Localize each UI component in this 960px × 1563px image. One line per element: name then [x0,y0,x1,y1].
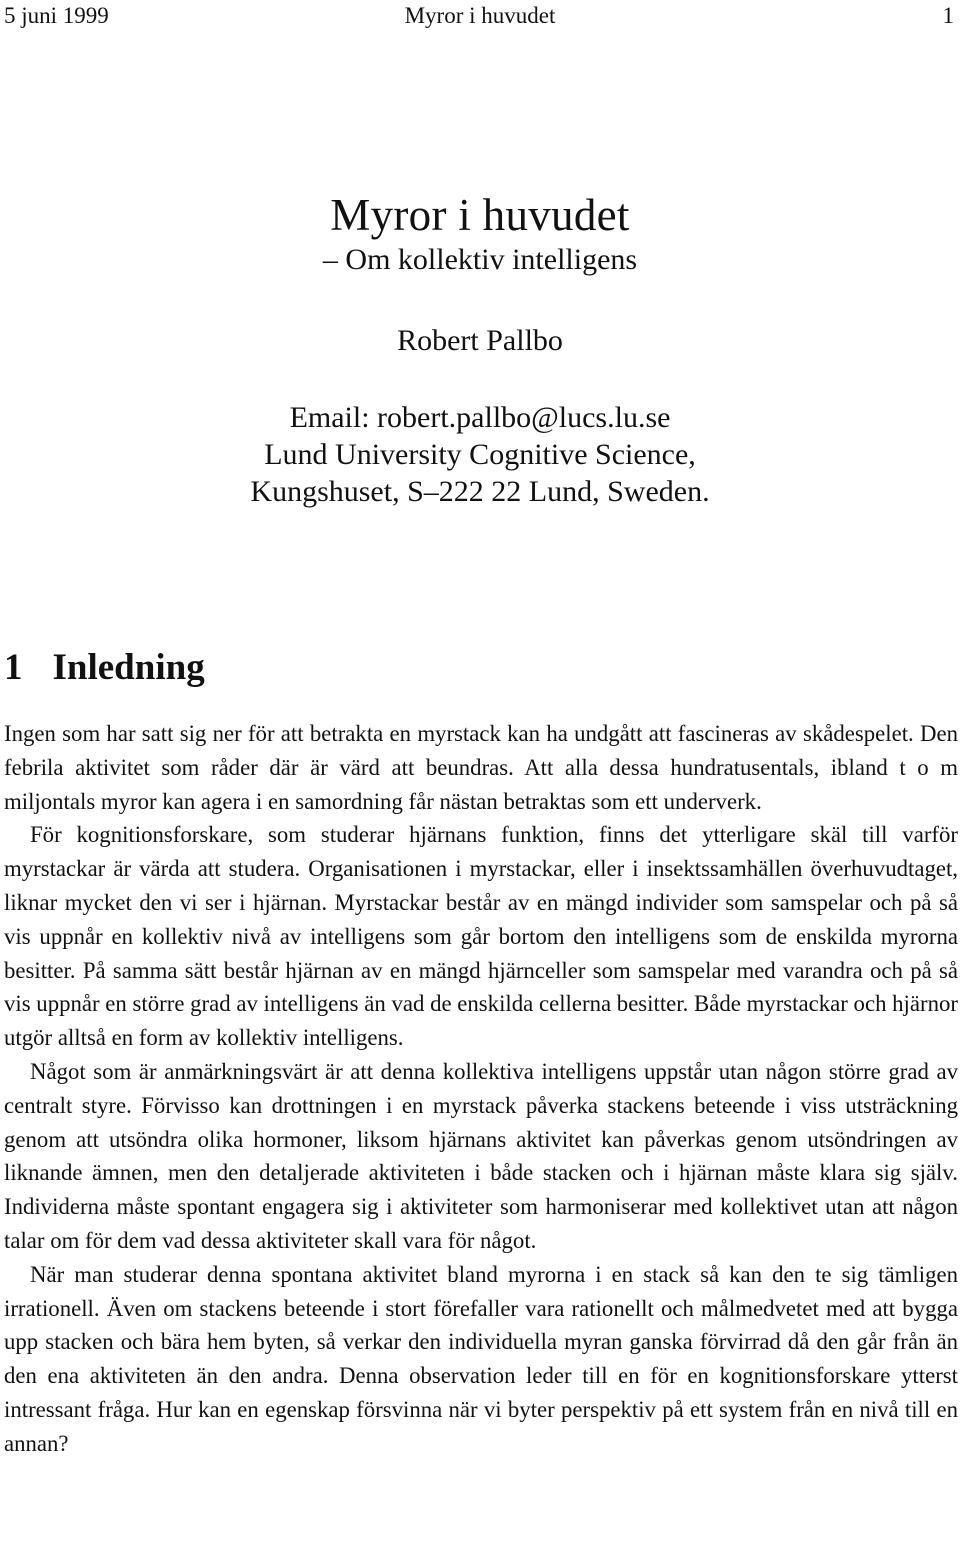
author-affiliation: Lund University Cognitive Science, [264,438,696,471]
author-affiliation-block [0,399,960,510]
author-email: Email: robert.pallbo@lucs.lu.se [289,401,671,434]
paragraph: Något som är anmärkningsvärt är att denna kollektiva intelligens uppstår utan någon större grad av centralt styre. Förvisso kan drottningen i en myrstack påverka stackens beteende i viss utsträckning genom att utsöndra olika hormoner, liksom hjärnans aktivitet kan påverkas genom utsöndringen av liknande ämnen, men den detaljerade aktiviteten i både stacken och i hjärnan måste klara sig själv. Individerna måste spontant engagera sig i aktiviteter som harmoniserar med kollektivet utan att någon talar om för dem vad dessa aktiviteter skall vara för något. [4,1058,958,1253]
author-name: Robert Pallbo [397,324,563,357]
header-date: 5 juni 1999 [4,3,109,28]
header-running-title: Myror i huvudet [404,3,556,28]
title-block [0,188,960,510]
document-title: Myror i huvudet [330,190,630,240]
section-title: Inledning [52,647,205,688]
paragraph: För kognitionsforskare, som studerar hjärnans funktion, finns det ytterligare skäl till varför myrstackar är värda att studera. Organisationen i myrstackar, eller i insektssamhällen överhuvudtaget, liknar mycket den vi ser i hjärnan. Myrstackar består av en mängd individer som samspelar och på så vis uppnår en kollektiv nivå av intelligens som går bortom den intelligens som de enskilda myrorna besitter. På samma sätt består hjärnan av en mängd hjärnceller som samspelar med varandra och på så vis uppnår en större grad av intelligens än vad de enskilda cellerna besitter. Både myrstackar och hjärnor utgör alltså en form av kollektiv intelligens. [4,822,958,1051]
body-text [4,717,958,1461]
section-number: 1 [4,647,23,688]
paragraph: När man studerar denna spontana aktivitet bland myrorna i en stack så kan den te sig tämligen irrationell. Även om stackens beteende i stort förefaller vara rationellt och målmedvetet med att bygga upp stacken och bära hem byten, så verkar den individuella myran ganska förvirrad då den går från än den ena aktiviteten än den andra. Denna observation leder till en för en kognitionsforskare ytterst intressant fråga. Hur kan en egenskap försvinna när vi byter perspektiv på ett system från en nivå till en annan? [4,1261,958,1456]
running-header [4,0,956,32]
header-page-number: 1 [942,3,954,28]
section-heading [4,644,205,692]
document-subtitle: – Om kollektiv intelligens [322,243,638,276]
author-address: Kungshuset, S–222 22 Lund, Sweden. [250,475,710,508]
paragraph: Ingen som har satt sig ner för att betrakta en myrstack kan ha undgått att fascineras av skådespelet. Den febrila aktivitet som råder där är värd att beundras. Att alla dessa hundratusentals, ibland t o m miljontals myror kan agera i en samordning får nästan betraktas som ett underverk. [4,721,958,814]
